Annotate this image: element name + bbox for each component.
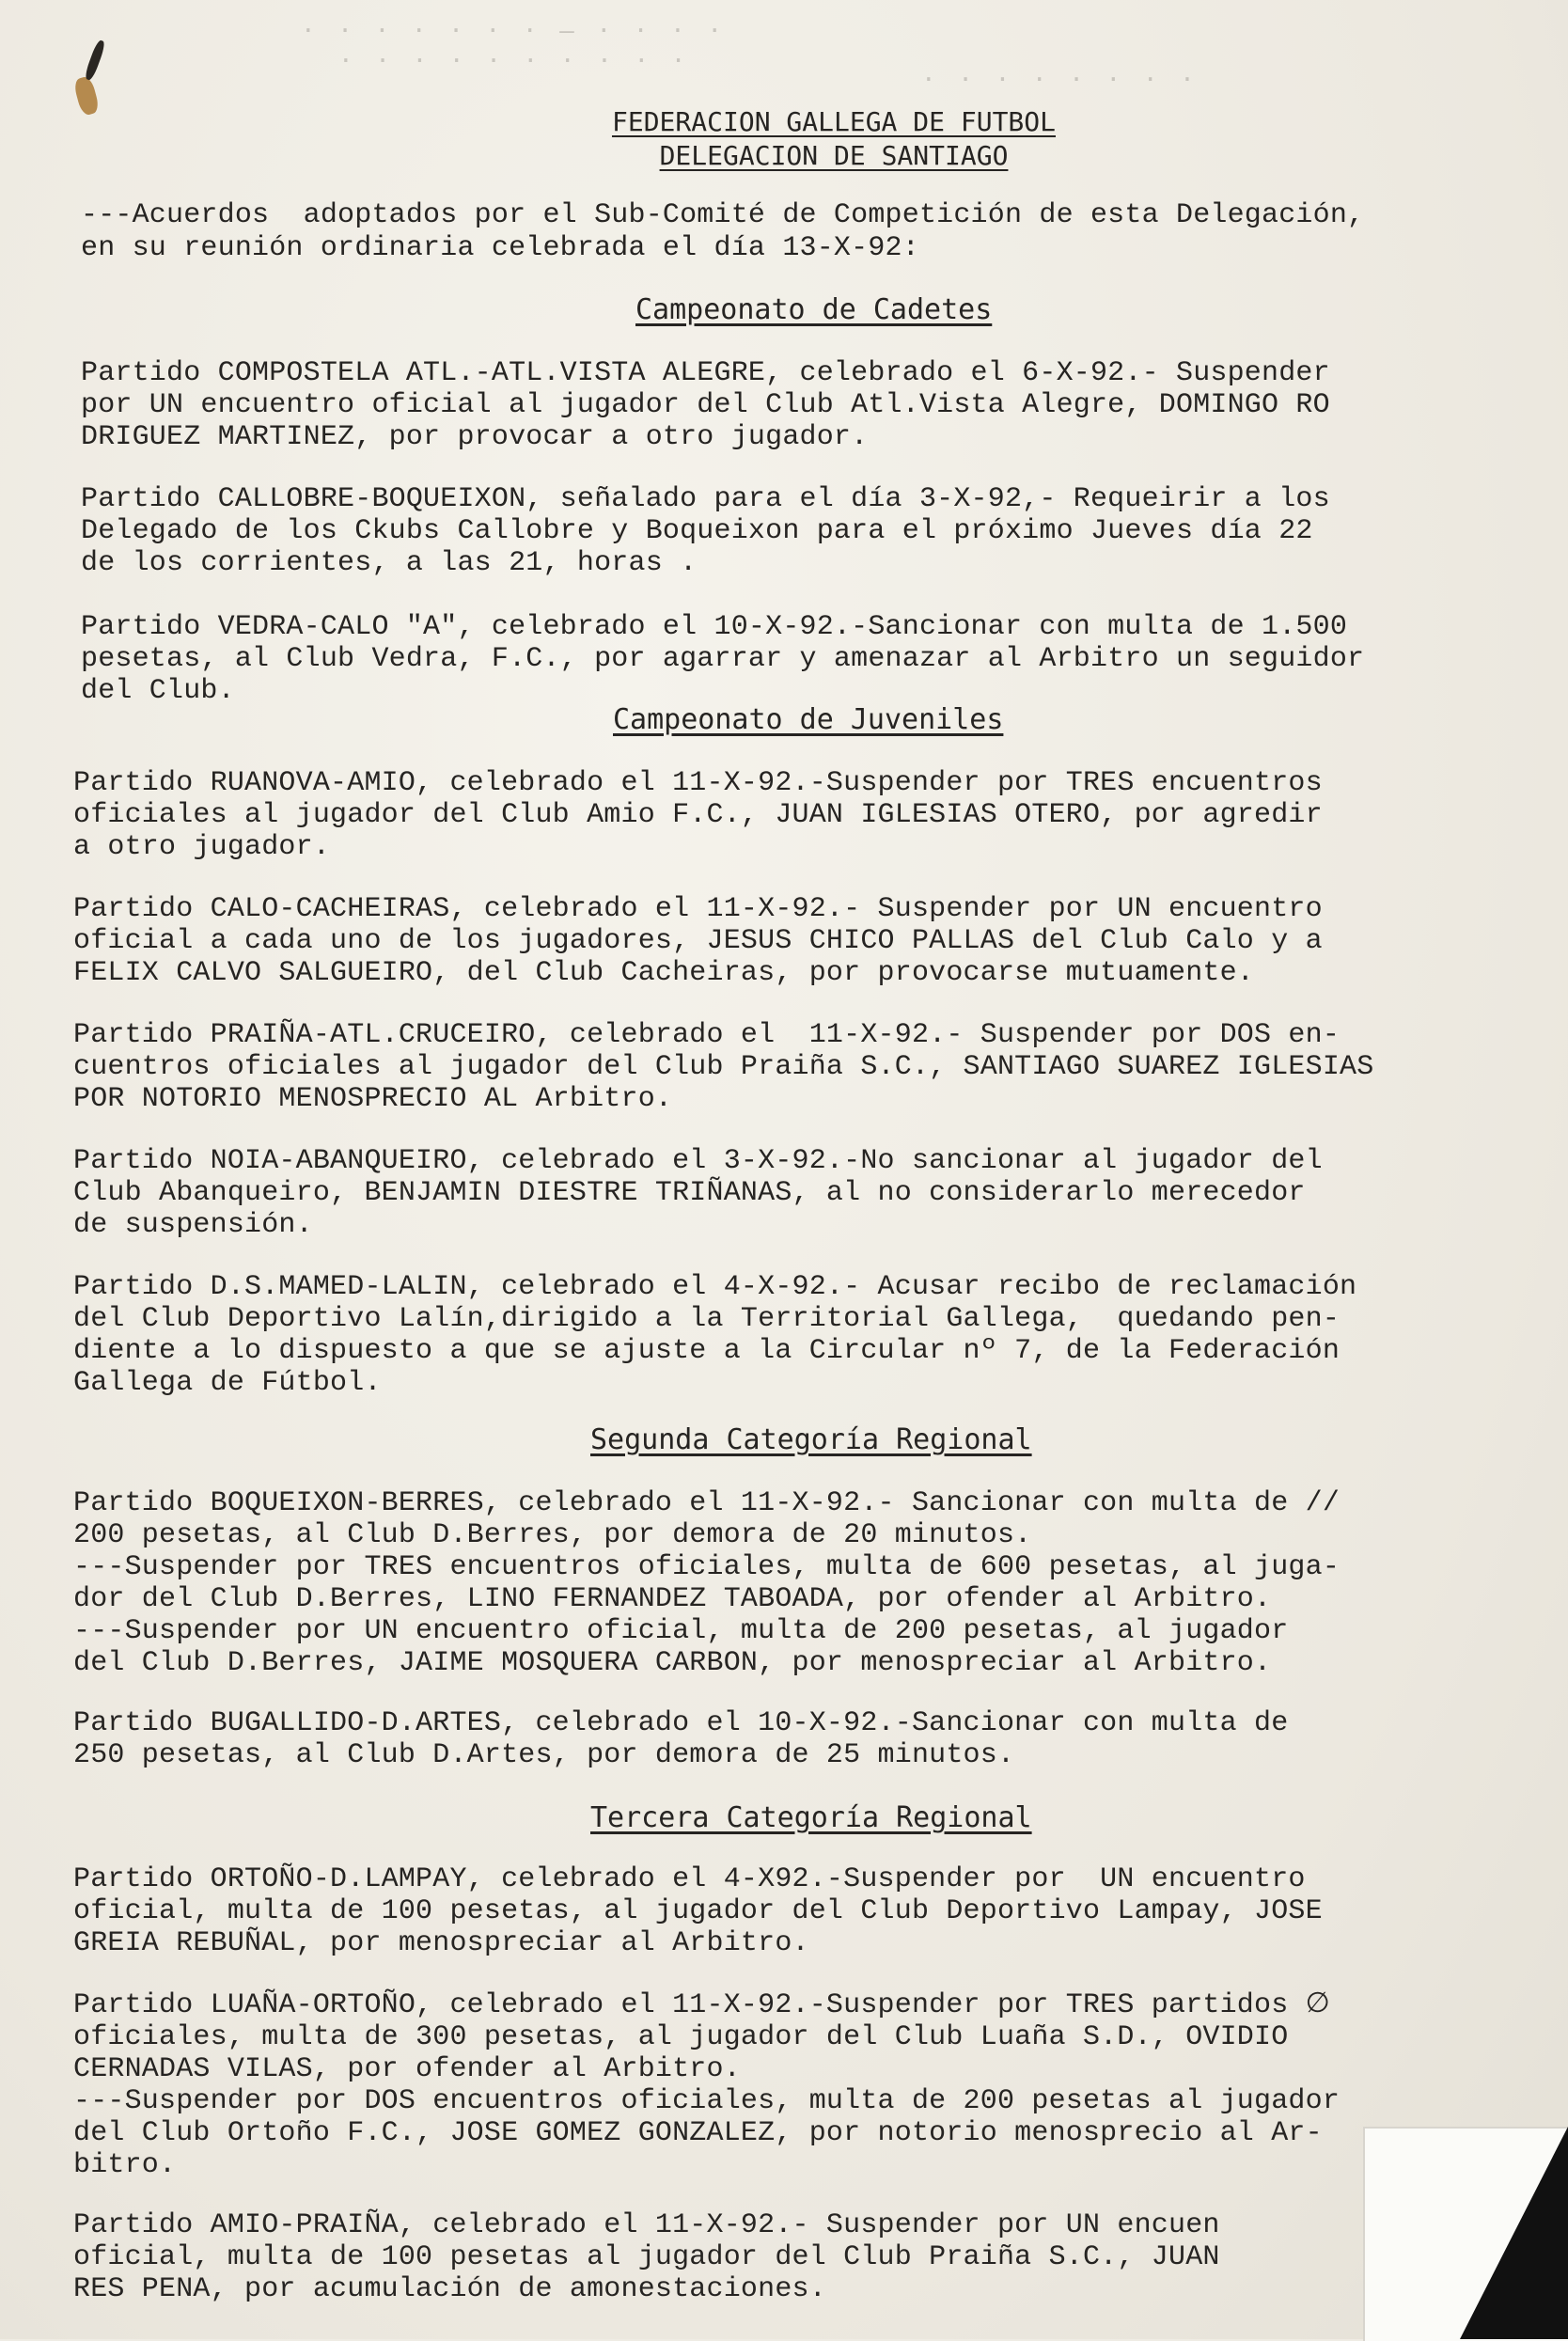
- entry-line: por UN encuentro oficial al jugador del Club Atl.Vista Alegre, DOMINGO RO: [81, 389, 1330, 421]
- entry-line: Partido ORTOÑO-D.LAMPAY, celebrado el 4-X92.-Suspender por UN encuentro: [73, 1863, 1306, 1895]
- entry-line: DRIGUEZ MARTINEZ, por provocar a otro jugador.: [81, 421, 869, 453]
- entry-line: pesetas, al Club Vedra, F.C., por agarrar y amenazar al Arbitro un seguidor: [81, 643, 1365, 675]
- entry-line: Partido BOQUEIXON-BERRES, celebrado el 11-X-92.- Sancionar con multa de //: [73, 1487, 1341, 1519]
- section-title-segunda: Segunda Categoría Regional: [590, 1423, 1032, 1456]
- entry-line: Partido AMIO-PRAIÑA, celebrado el 11-X-92.- Suspender por UN encuen: [73, 2209, 1220, 2241]
- entry-line: de los corrientes, a las 21, horas .: [81, 547, 698, 579]
- entry-line: Partido VEDRA-CALO "A", celebrado el 10-X-92.-Sancionar con multa de 1.500: [81, 611, 1348, 643]
- entry-line: oficial, multa de 100 pesetas, al jugador del Club Deportivo Lampay, JOSE: [73, 1895, 1323, 1927]
- entry-line: Partido NOIA-ABANQUEIRO, celebrado el 3-X-92.-No sancionar al jugador del: [73, 1145, 1323, 1177]
- entry-line: del Club Deportivo Lalín,dirigido a la Territorial Gallega, quedando pen-: [73, 1303, 1341, 1335]
- entry-line: 200 pesetas, al Club D.Berres, por demora de 20 minutos.: [73, 1519, 1032, 1551]
- staple-mark: [84, 39, 106, 82]
- entry-line: Partido PRAIÑA-ATL.CRUCEIRO, celebrado el 11-X-92.- Suspender por DOS en-: [73, 1019, 1341, 1051]
- entry-line: oficial a cada uno de los jugadores, JESUS CHICO PALLAS del Club Calo y a: [73, 925, 1323, 957]
- entry-line: Gallega de Fútbol.: [73, 1367, 382, 1399]
- entry-line: del Club D.Berres, JAIME MOSQUERA CARBON, por menospreciar al Arbitro.: [73, 1647, 1272, 1679]
- federation-title: FEDERACION GALLEGA DE FUTBOL: [611, 106, 1056, 137]
- bleed-through-text: · · · · · · · ·: [921, 66, 1199, 94]
- entry-line: Partido CALO-CACHEIRAS, celebrado el 11-X-92.- Suspender por UN encuentro: [73, 893, 1323, 925]
- entry-line: Partido D.S.MAMED-LALIN, celebrado el 4-X-92.- Acusar recibo de reclamación: [73, 1271, 1357, 1303]
- rust-stain: [72, 75, 101, 117]
- entry-line: RES PENA, por acumulación de amonestaciones.: [73, 2273, 826, 2305]
- entry-line: del Club.: [81, 675, 235, 707]
- entry-line: oficiales, multa de 300 pesetas, al jugador del Club Luaña S.D., OVIDIO: [73, 2021, 1289, 2053]
- bleed-through-text: · · · · · · · — · · · ·: [301, 17, 727, 45]
- entry-line: Partido RUANOVA-AMIO, celebrado el 11-X-92.-Suspender por TRES encuentros: [73, 767, 1323, 799]
- entry-line: a otro jugador.: [73, 831, 331, 863]
- section-title-tercera: Tercera Categoría Regional: [590, 1801, 1032, 1834]
- entry-line: oficiales al jugador del Club Amio F.C., JUAN IGLESIAS OTERO, por agredir: [73, 799, 1323, 831]
- entry-line: de suspensión.: [73, 1209, 313, 1241]
- entry-line: Partido LUAÑA-ORTOÑO, celebrado el 11-X-92.-Suspender por TRES partidos ∅: [73, 1989, 1330, 2021]
- document-header: [561, 105, 1106, 173]
- section-title-juveniles: Campeonato de Juveniles: [613, 703, 1004, 736]
- entry-line: cuentros oficiales al jugador del Club Praiña S.C., SANTIAGO SUAREZ IGLESIAS: [73, 1051, 1374, 1083]
- entry-line: POR NOTORIO MENOSPRECIO AL Arbitro.: [73, 1083, 673, 1115]
- entry-line: ---Suspender por DOS encuentros oficiales, multa de 200 pesetas al jugador: [73, 2085, 1341, 2117]
- delegation-title: DELEGACION DE SANTIAGO: [659, 140, 1009, 171]
- entry-line: ---Suspender por UN encuentro oficial, multa de 200 pesetas, al jugador: [73, 1615, 1289, 1647]
- entry-line: bitro.: [73, 2149, 177, 2181]
- entry-line: del Club Ortoño F.C., JOSE GOMEZ GONZALEZ, por notorio menosprecio al Ar-: [73, 2117, 1323, 2149]
- section-title-cadetes: Campeonato de Cadetes: [635, 293, 993, 326]
- intro-line: en su reunión ordinaria celebrada el día 13-X-92:: [81, 232, 919, 264]
- intro-line: ---Acuerdos adoptados por el Sub-Comité de Competición de esta Delegación,: [81, 199, 1365, 231]
- entry-line: Club Abanqueiro, BENJAMIN DIESTRE TRIÑANAS, al no considerarlo merecedor: [73, 1177, 1306, 1209]
- entry-line: oficial, multa de 100 pesetas al jugador del Club Praiña S.C., JUAN: [73, 2241, 1220, 2273]
- entry-line: 250 pesetas, al Club D.Artes, por demora de 25 minutos.: [73, 1739, 1015, 1771]
- entry-line: FELIX CALVO SALGUEIRO, del Club Cacheiras, por provocarse mutuamente.: [73, 957, 1255, 989]
- entry-line: GREIA REBUÑAL, por menospreciar al Arbitro.: [73, 1927, 809, 1959]
- entry-line: Partido BUGALLIDO-D.ARTES, celebrado el 10-X-92.-Sancionar con multa de: [73, 1707, 1289, 1739]
- entry-line: ---Suspender por TRES encuentros oficiales, multa de 600 pesetas, al juga-: [73, 1551, 1341, 1583]
- entry-line: Partido COMPOSTELA ATL.-ATL.VISTA ALEGRE, celebrado el 6-X-92.- Suspender: [81, 357, 1330, 389]
- bleed-through-text: · · · · · · · · · ·: [338, 47, 690, 75]
- entry-line: diente a lo dispuesto a que se ajuste a la Circular nº 7, de la Federación: [73, 1335, 1341, 1367]
- entry-line: Partido CALLOBRE-BOQUEIXON, señalado para el día 3-X-92,- Requeirir a los: [81, 483, 1330, 515]
- entry-line: dor del Club D.Berres, LINO FERNANDEZ TABOADA, por ofender al Arbitro.: [73, 1583, 1272, 1615]
- entry-line: Delegado de los Ckubs Callobre y Boqueixon para el próximo Jueves día 22: [81, 515, 1313, 547]
- entry-line: CERNADAS VILAS, por ofender al Arbitro.: [73, 2053, 741, 2085]
